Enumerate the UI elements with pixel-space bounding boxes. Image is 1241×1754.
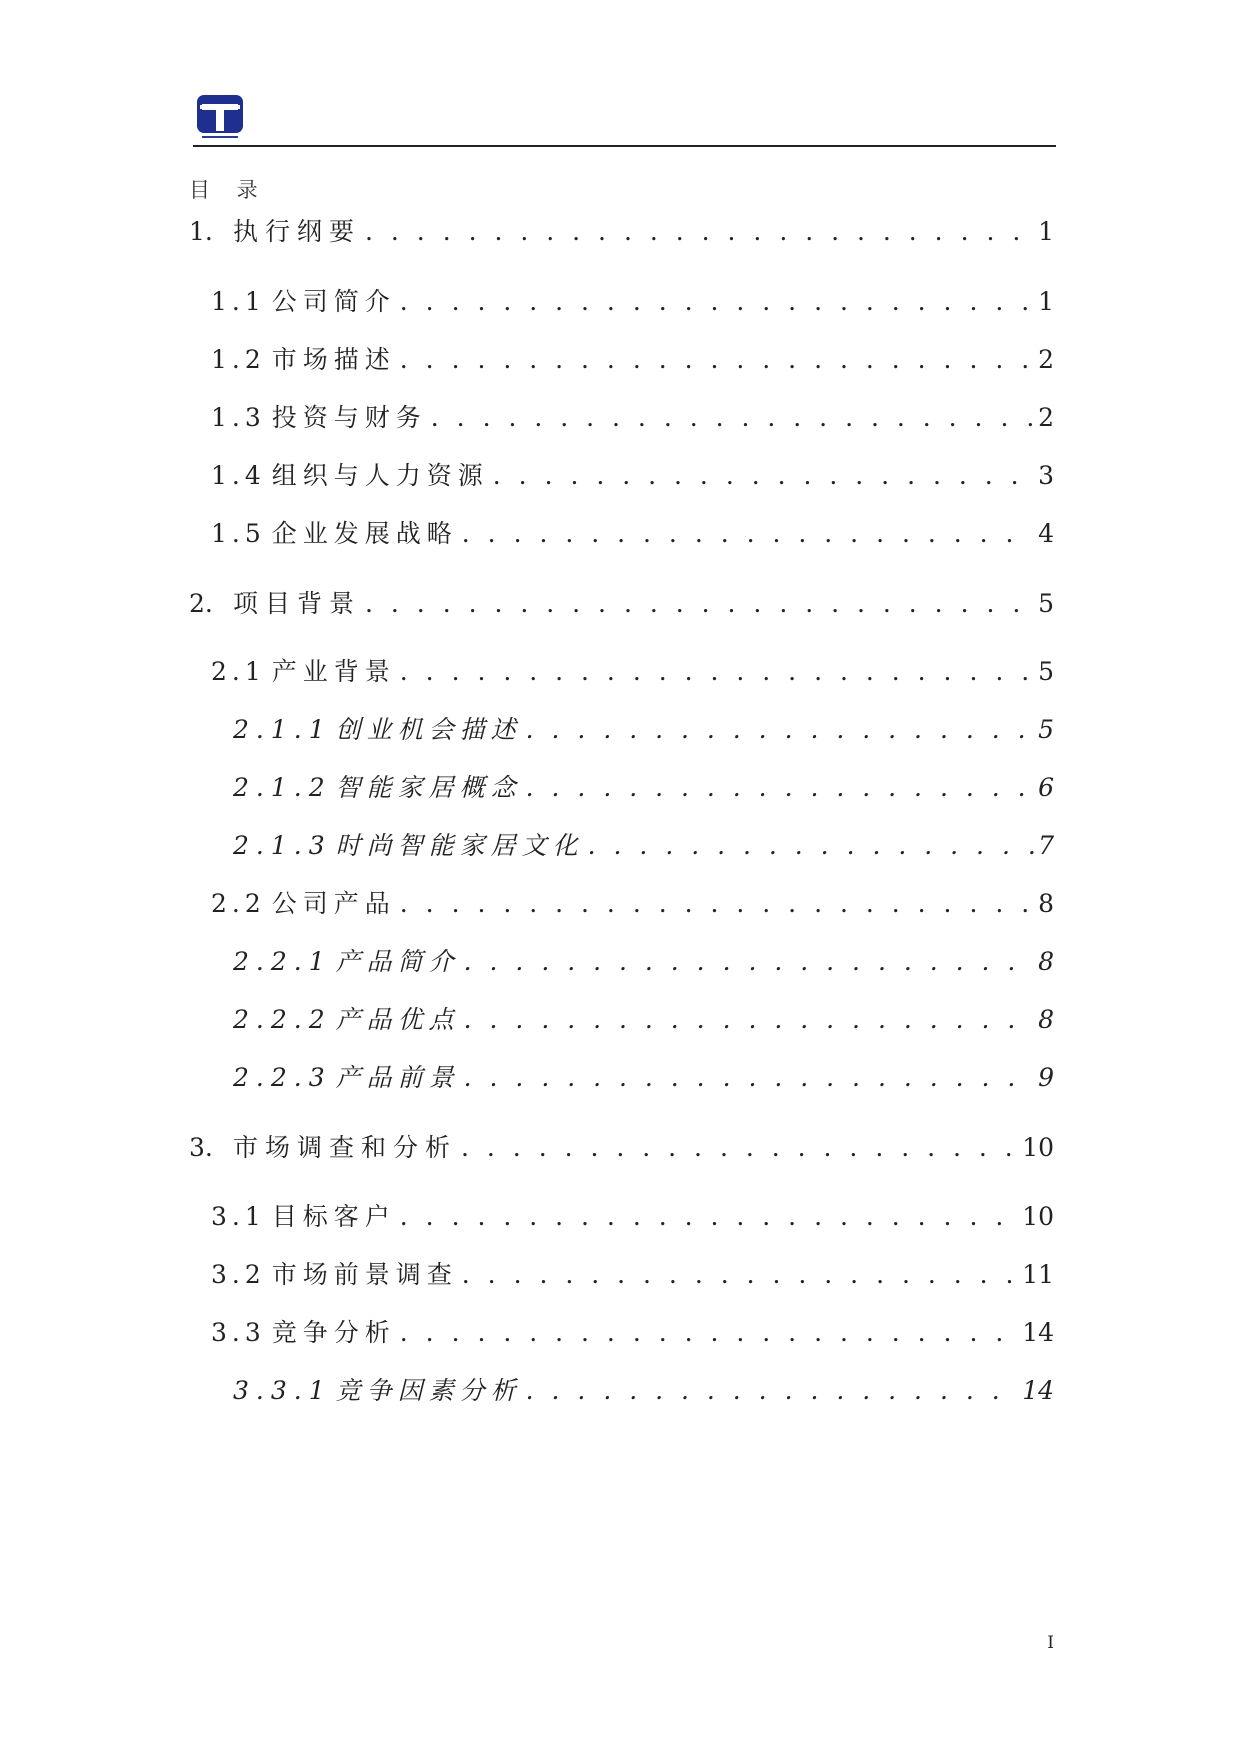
- toc-entry-number: 3.3.1: [233, 1376, 332, 1405]
- toc-entry-title: 目标客户: [271, 1202, 396, 1231]
- toc-entry-number: 2.: [189, 589, 213, 618]
- toc-entry-number: 1.: [189, 217, 213, 246]
- toc-entry-title: 公司简介: [271, 287, 396, 316]
- toc-entry-title: 产品优点: [335, 1005, 460, 1034]
- toc-entry-number: 2.2: [211, 889, 266, 918]
- toc-entry-title: 投资与财务: [271, 403, 427, 432]
- toc-entry-number: 2.2.2: [233, 1005, 332, 1034]
- toc-entry[interactable]: [233, 710, 1054, 746]
- toc-heading: 目 录: [189, 178, 268, 202]
- toc-entry-number: 2.1.1: [233, 715, 332, 744]
- toc-entry[interactable]: [189, 212, 1054, 248]
- toc-entry-page: 5: [1038, 589, 1054, 618]
- toc-dot-leader: [462, 1260, 1018, 1289]
- toc-entry-number: 2.1.3: [233, 831, 332, 860]
- toc-entry-number: 2.1: [211, 657, 266, 686]
- toc-entry[interactable]: [211, 1197, 1054, 1233]
- toc-entry-page: 2: [1038, 403, 1054, 432]
- toc-entry-title: 企业发展战略: [271, 519, 458, 548]
- toc-entry-page: 14: [1022, 1318, 1054, 1347]
- toc-entry-title: 组织与人力资源: [271, 461, 489, 490]
- toc-entry-page: 9: [1038, 1063, 1054, 1092]
- toc-dot-leader: [400, 287, 1034, 316]
- toc-dot-leader: [464, 947, 1034, 976]
- toc-entry-page: 7: [1038, 831, 1054, 860]
- toc-dot-leader: [400, 889, 1034, 918]
- toc-entry-page: 6: [1038, 773, 1054, 802]
- toc-entry-title: 项目背景: [233, 589, 362, 618]
- toc-entry-number: 1.3: [211, 403, 266, 432]
- toc-entry[interactable]: [233, 1000, 1054, 1036]
- toc-dot-leader: [462, 519, 1034, 548]
- toc-dot-leader: [400, 1202, 1018, 1231]
- toc-entry-title: 产品前景: [335, 1063, 460, 1092]
- toc-entry-page: 3: [1038, 461, 1054, 490]
- toc-dot-leader: [526, 773, 1034, 802]
- toc-entry-page: 14: [1022, 1376, 1054, 1405]
- toc-entry-number: 3.: [189, 1133, 213, 1162]
- toc-dot-leader: [400, 1318, 1018, 1347]
- toc-entry-page: 8: [1038, 889, 1054, 918]
- toc-dot-leader: [431, 403, 1034, 432]
- toc-entry-page: 2: [1038, 345, 1054, 374]
- toc-entry-page: 1: [1038, 217, 1054, 246]
- toc-entry-title: 市场描述: [271, 345, 396, 374]
- toc-entry-title: 产品简介: [335, 947, 460, 976]
- toc-entry-title: 智能家居概念: [335, 773, 522, 802]
- toc-entry-page: 10: [1022, 1133, 1054, 1162]
- toc-dot-leader: [400, 345, 1034, 374]
- toc-entry-number: 2.2.3: [233, 1063, 332, 1092]
- toc-entry-title: 市场前景调查: [271, 1260, 458, 1289]
- toc-entry-number: 1.1: [211, 287, 266, 316]
- toc-entry-title: 竞争分析: [271, 1318, 396, 1347]
- toc-dot-leader: [526, 715, 1034, 744]
- toc-entry[interactable]: [211, 514, 1054, 550]
- toc-entry-page: 10: [1022, 1202, 1054, 1231]
- toc-dot-leader: [365, 589, 1034, 618]
- toc-entry[interactable]: [233, 1371, 1054, 1407]
- toc-entry[interactable]: [211, 456, 1054, 492]
- toc-entry-number: 1.5: [211, 519, 266, 548]
- toc-entry[interactable]: [233, 768, 1054, 804]
- toc-entry[interactable]: [211, 652, 1054, 688]
- toc-dot-leader: [526, 1376, 1019, 1405]
- toc-dot-leader: [588, 831, 1034, 860]
- toc-dot-leader: [464, 1005, 1034, 1034]
- page-number: I: [1047, 1633, 1054, 1653]
- toc-entry[interactable]: [189, 1128, 1054, 1164]
- toc-entry-number: 1.2: [211, 345, 266, 374]
- toc-dot-leader: [464, 1063, 1034, 1092]
- toc-entry-title: 执行纲要: [233, 217, 362, 246]
- toc-entry-page: 4: [1038, 519, 1054, 548]
- toc-entry[interactable]: [189, 584, 1054, 620]
- toc-dot-leader: [365, 217, 1034, 246]
- toc-entry-page: 8: [1038, 947, 1054, 976]
- toc-entry[interactable]: [233, 826, 1054, 862]
- toc-entry-number: 1.4: [211, 461, 266, 490]
- toc-entry[interactable]: [211, 884, 1054, 920]
- toc-entry-number: 2.2.1: [233, 947, 332, 976]
- toc-entry[interactable]: [211, 398, 1054, 434]
- toc-entry[interactable]: [211, 1313, 1054, 1349]
- toc-entry-page: 5: [1038, 715, 1054, 744]
- toc-entry-title: 时尚智能家居文化: [335, 831, 584, 860]
- toc-dot-leader: [461, 1133, 1018, 1162]
- toc-entry-number: 3.1: [211, 1202, 266, 1231]
- toc-entry[interactable]: [211, 282, 1054, 318]
- toc-entry[interactable]: [211, 340, 1054, 376]
- toc-entry-number: 3.2: [211, 1260, 266, 1289]
- toc-entry-title: 市场调查和分析: [233, 1133, 458, 1162]
- toc-entry-page: 11: [1022, 1260, 1054, 1289]
- toc-entry-number: 3.3: [211, 1318, 266, 1347]
- toc-entry[interactable]: [233, 942, 1054, 978]
- toc-entry-title: 创业机会描述: [335, 715, 522, 744]
- toc-dot-leader: [493, 461, 1034, 490]
- toc-entry-title: 产业背景: [271, 657, 396, 686]
- toc-entry-number: 2.1.2: [233, 773, 332, 802]
- toc-entry-title: 公司产品: [271, 889, 396, 918]
- toc-entry-page: 5: [1038, 657, 1054, 686]
- toc-entry-title: 竞争因素分析: [335, 1376, 522, 1405]
- toc-entry-page: 8: [1038, 1005, 1054, 1034]
- toc-dot-leader: [400, 657, 1034, 686]
- toc-entry-page: 1: [1038, 287, 1054, 316]
- toc-entry[interactable]: [233, 1058, 1054, 1094]
- toc-entry[interactable]: [211, 1255, 1054, 1291]
